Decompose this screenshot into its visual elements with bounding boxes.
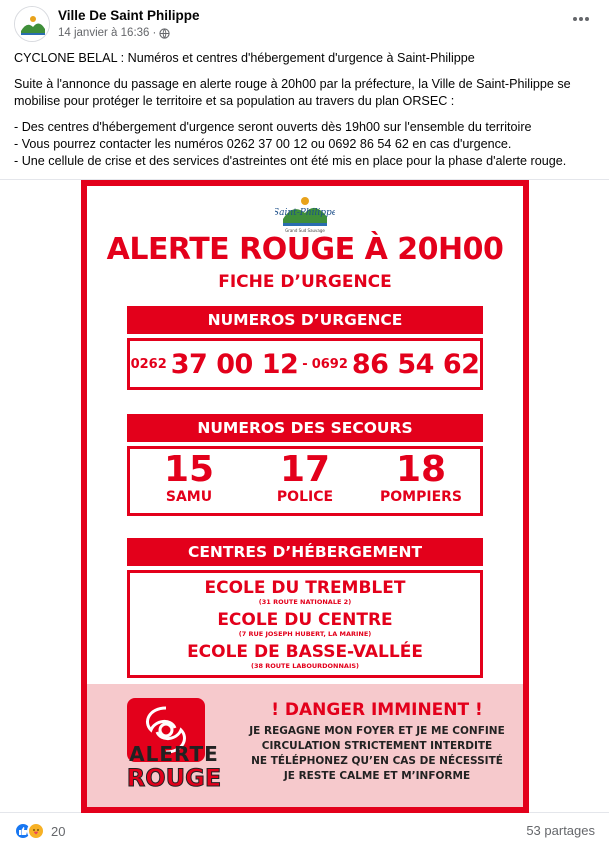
- urgence-prefix-2: 0692: [311, 356, 348, 372]
- more-options-button[interactable]: [567, 8, 595, 30]
- centre-address: (7 RUE JOSEPH HUBERT, LA MARINE): [238, 630, 372, 638]
- secours-number[interactable]: 15: [163, 449, 215, 490]
- danger-line: JE REGAGNE MON FOYER ET JE ME CONFINE: [249, 725, 505, 737]
- shares-count-link[interactable]: 53 partages: [526, 823, 595, 838]
- post-image[interactable]: [0, 179, 609, 813]
- secours-item-samu: [130, 449, 248, 513]
- poster-subtitle: FICHE D’URGENCE: [218, 272, 392, 292]
- secours-item-police: [246, 449, 364, 513]
- post-footer: [0, 814, 609, 844]
- post-headline: CYCLONE BELAL : Numéros et centres d'hébergement d'urgence à Saint-Philippe: [14, 51, 475, 65]
- post-text: [14, 50, 600, 170]
- urgence-number-1[interactable]: 37 00 12: [170, 348, 299, 380]
- centre-name: ECOLE DU CENTRE: [217, 610, 393, 630]
- centre-centre: [130, 611, 480, 638]
- town-logo: [275, 189, 335, 235]
- secours-heading: NUMEROS DES SECOURS: [127, 414, 483, 442]
- poster-inner: [87, 186, 523, 807]
- svg-text:Saint-Philippe: Saint-Philippe: [275, 208, 335, 218]
- emergency-poster: [81, 180, 529, 813]
- hebergement-box: [127, 570, 483, 678]
- alert-badge-word-1: ALERTE: [129, 742, 219, 766]
- alert-badge-word-2: ROUGE: [126, 764, 222, 792]
- post-date[interactable]: 14 janvier à 16:36: [58, 27, 150, 39]
- centre-name: ECOLE DE BASSE-VALLÉE: [187, 642, 423, 662]
- urgence-prefix-1: 0262: [130, 356, 167, 372]
- post-meta: [58, 27, 170, 39]
- secours-label: POLICE: [276, 489, 334, 505]
- care-reaction-icon: [27, 822, 45, 840]
- centre-basse-vallee: [130, 643, 480, 670]
- post-bullet: - Vous pourrez contacter les numéros 0262 37 00 12 ou 0692 86 54 62 en cas d'urgence.: [14, 137, 512, 151]
- urgence-heading: NUMEROS D’URGENCE: [127, 306, 483, 334]
- date-separator: ·: [152, 27, 157, 39]
- post-paragraph-line: Suite à l'annonce du passage en alerte rouge à 20h00 par la préfecture, la Ville de Saint-Philippe se: [14, 77, 571, 91]
- urgence-separator: -: [302, 356, 308, 372]
- post-bullet: - Des centres d'hébergement d'urgence seront ouverts dès 19h00 sur l'ensemble du territoire: [14, 120, 532, 134]
- town-logo: [15, 7, 50, 42]
- reaction-count: 20: [51, 823, 66, 839]
- reactions-summary[interactable]: [14, 822, 65, 840]
- hebergement-heading: CENTRES D’HÉBERGEMENT: [127, 538, 483, 566]
- centre-tremblet: [130, 579, 480, 606]
- danger-line: NE TÉLÉPHONEZ QU’EN CAS DE NÉCESSITÉ: [251, 755, 503, 767]
- danger-instructions: [237, 724, 517, 784]
- danger-line: CIRCULATION STRICTEMENT INTERDITE: [261, 740, 493, 752]
- post-bullet: - Une cellule de crise et des services d'astreintes ont été mis en place pour la phase d'alerte rouge.: [14, 154, 567, 168]
- secours-number[interactable]: 17: [279, 449, 331, 490]
- centre-address: (38 ROUTE LABOURDONNAIS): [250, 662, 360, 670]
- page-avatar[interactable]: [14, 6, 50, 42]
- secours-label: POMPIERS: [380, 489, 462, 505]
- page-name-link[interactable]: Ville De Saint Philippe: [58, 8, 200, 23]
- globe-icon: [159, 28, 170, 39]
- urgence-number-2[interactable]: 86 54 62: [351, 348, 480, 380]
- danger-title: ! DANGER IMMINENT !: [271, 700, 483, 720]
- centre-address: (31 ROUTE NATIONALE 2): [258, 598, 352, 606]
- secours-number[interactable]: 18: [395, 449, 447, 490]
- urgence-box: [127, 338, 483, 390]
- danger-panel: [87, 684, 523, 807]
- post-paragraph-line: mobilise pour protéger le territoire et sa population au travers du plan ORSEC :: [14, 94, 455, 108]
- secours-box: [127, 446, 483, 516]
- danger-line: JE RESTE CALME ET M’INFORME: [283, 770, 471, 782]
- more-options-icon: [572, 16, 590, 22]
- svg-text:Grand Sud Sauvage: Grand Sud Sauvage: [285, 228, 325, 233]
- poster-title: ALERTE ROUGE À 20H00: [106, 232, 504, 267]
- centre-name: ECOLE DU TREMBLET: [204, 578, 406, 598]
- secours-item-pompiers: [362, 449, 480, 513]
- post-header: [0, 0, 609, 46]
- secours-label: SAMU: [165, 489, 213, 505]
